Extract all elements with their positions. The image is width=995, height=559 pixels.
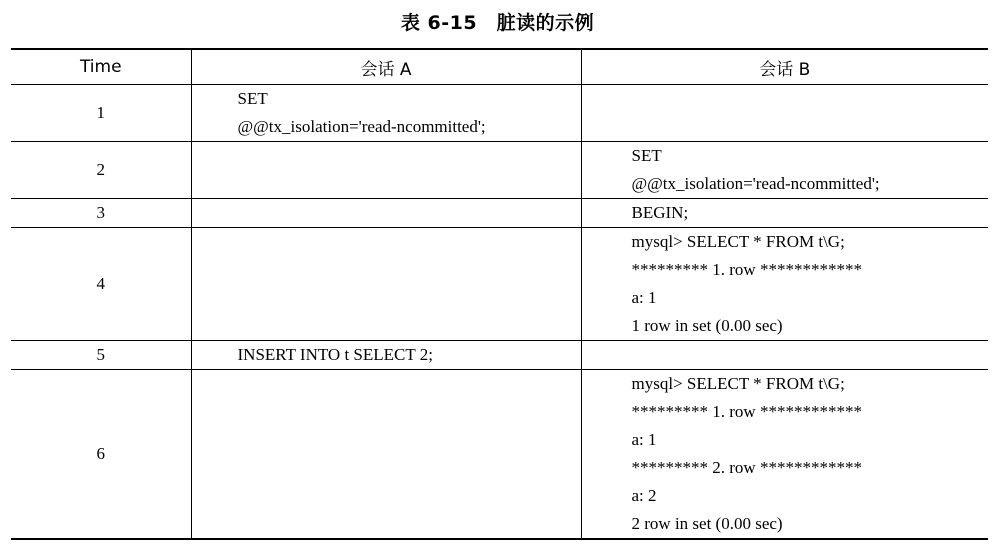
time-cell: 5 (11, 341, 191, 370)
header-time: Time (11, 49, 191, 85)
table-row (11, 228, 988, 341)
session-b-cell (581, 370, 988, 540)
code-line: a: 2 (631, 486, 657, 505)
code-line: ********* 1. row ************ (631, 260, 862, 279)
time-cell: 1 (11, 85, 191, 142)
session-a-cell (191, 370, 581, 540)
code-line: a: 1 (631, 288, 657, 307)
code-line: 2 row in set (0.00 sec) (631, 514, 783, 533)
code-line: ********* 2. row ************ (631, 458, 862, 477)
session-a-cell (191, 85, 581, 142)
session-b-cell (581, 341, 988, 370)
table-row (11, 370, 988, 540)
code-line: 1 row in set (0.00 sec) (631, 316, 783, 335)
time-cell: 4 (11, 228, 191, 341)
time-cell: 2 (11, 142, 191, 199)
header-row (11, 49, 988, 85)
code-line: ********* 1. row ************ (631, 402, 862, 421)
table-row (11, 142, 988, 199)
time-cell: 3 (11, 199, 191, 228)
dirty-read-table (11, 48, 988, 540)
code-line: BEGIN; (631, 203, 689, 222)
code-line: @@tx_isolation='read-ncommitted'; (631, 174, 880, 193)
code-line: @@tx_isolation='read-ncommitted'; (237, 117, 486, 136)
code-line: SET (237, 89, 268, 108)
table-row (11, 341, 988, 370)
session-b-cell (581, 199, 988, 228)
time-cell: 6 (11, 370, 191, 540)
code-line: a: 1 (631, 430, 657, 449)
session-b-cell (581, 142, 988, 199)
code-line: SET (631, 146, 662, 165)
session-b-cell (581, 85, 988, 142)
header-session-b: 会话 B (581, 49, 988, 85)
session-a-cell (191, 228, 581, 341)
session-a-cell (191, 341, 581, 370)
table-caption: 表 6-15 脏读的示例 (400, 12, 595, 34)
session-a-cell (191, 142, 581, 199)
header-session-a: 会话 A (191, 49, 581, 85)
session-b-cell (581, 228, 988, 341)
code-line: mysql> SELECT * FROM t\G; (631, 374, 845, 393)
table-row (11, 199, 988, 228)
code-line: INSERT INTO t SELECT 2; (237, 345, 433, 364)
code-line: mysql> SELECT * FROM t\G; (631, 232, 845, 251)
table-row (11, 85, 988, 142)
session-a-cell (191, 199, 581, 228)
